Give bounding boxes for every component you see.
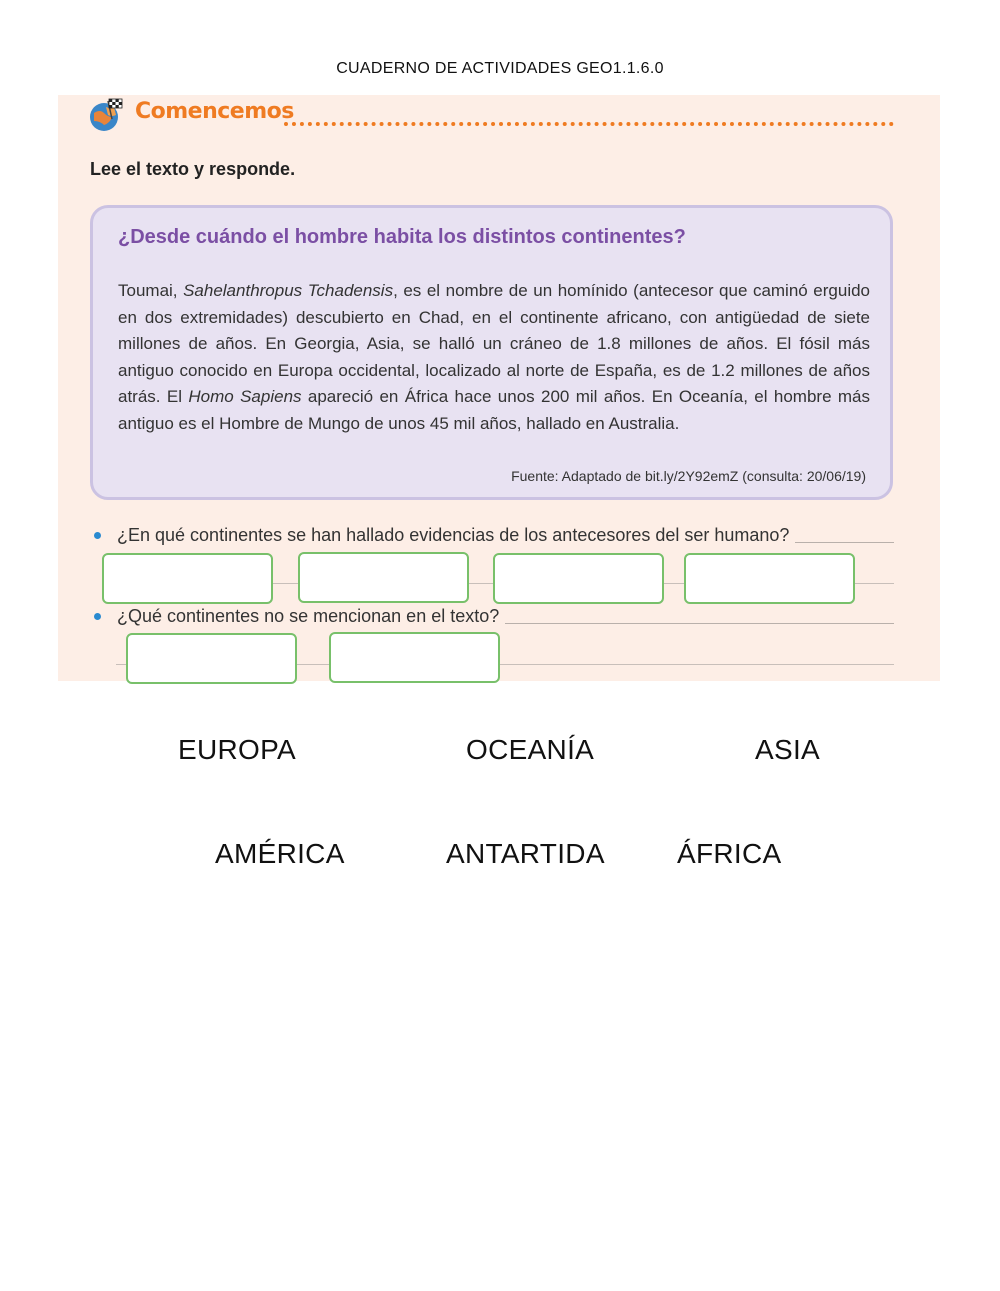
- species-name: Sahelanthropus Tchadensis: [183, 281, 394, 300]
- bullet-icon: [94, 532, 101, 539]
- question-2: [94, 606, 894, 627]
- answer-drop-box-4[interactable]: [684, 553, 855, 604]
- bullet-icon: [94, 613, 101, 620]
- answer-drop-box-1[interactable]: [102, 553, 273, 604]
- answer-rule: [795, 542, 894, 543]
- homo-sapiens-term: Homo Sapiens: [188, 387, 302, 406]
- globe-flag-icon: [88, 97, 124, 133]
- reading-text-part: , es el nombre de un homínido (antecesor que caminó erguido en dos extremidades) descubierto en Chad, en el continente africano, con antigüedad de siete millones de años. En Georgia, Asia, se halló un cráneo de 1.8 millones de años. El fósil más antiguo conocido en Europa occidental, localizado al norte de España, es de 1.2 millones de años atrás. El: [118, 281, 870, 406]
- reading-title: ¿Desde cuándo el hombre habita los distintos continentes?: [118, 226, 686, 248]
- word-tile-europa[interactable]: EUROPA: [178, 734, 296, 765]
- word-tile-oceania[interactable]: OCEANÍA: [466, 734, 595, 765]
- reading-text: [118, 278, 870, 437]
- question-1: [94, 525, 894, 546]
- instruction: Lee el texto y responde.: [90, 159, 296, 179]
- answer-drop-box-3[interactable]: [493, 553, 664, 604]
- word-tile-america[interactable]: AMÉRICA: [215, 838, 345, 869]
- answer-rule: [505, 623, 894, 624]
- reading-source: Fuente: Adaptado de bit.ly/2Y92emZ (consulta: 20/06/19): [511, 468, 866, 484]
- reading-box: [90, 205, 893, 500]
- word-tile-asia[interactable]: ASIA: [755, 734, 821, 765]
- section-title: Comencemos: [135, 99, 294, 124]
- document-header: CUADERNO DE ACTIVIDADES GEO1.1.6.0: [336, 60, 664, 77]
- activity-panel: [58, 95, 940, 681]
- reading-text-part: apareció en África hace unos 200 mil años. En Oceanía, el hombre más antiguo es el Hombre de Mungo de unos 45 mil años, hallado en Australia.: [118, 387, 870, 433]
- word-tile-antartida[interactable]: ANTARTIDA: [446, 838, 605, 869]
- section-header: [88, 95, 894, 135]
- question-1-text: ¿En qué continentes se han hallado evidencias de los antecesores del ser humano?: [117, 525, 790, 545]
- reading-text-part: Toumai,: [118, 281, 184, 300]
- dotted-rule: [284, 122, 894, 126]
- question-2-text: ¿Qué continentes no se mencionan en el texto?: [117, 606, 500, 626]
- answer-drop-box-6[interactable]: [329, 632, 500, 683]
- answer-drop-box-2[interactable]: [298, 552, 469, 603]
- word-tile-africa[interactable]: ÁFRICA: [677, 838, 782, 869]
- answer-drop-box-5[interactable]: [126, 633, 297, 684]
